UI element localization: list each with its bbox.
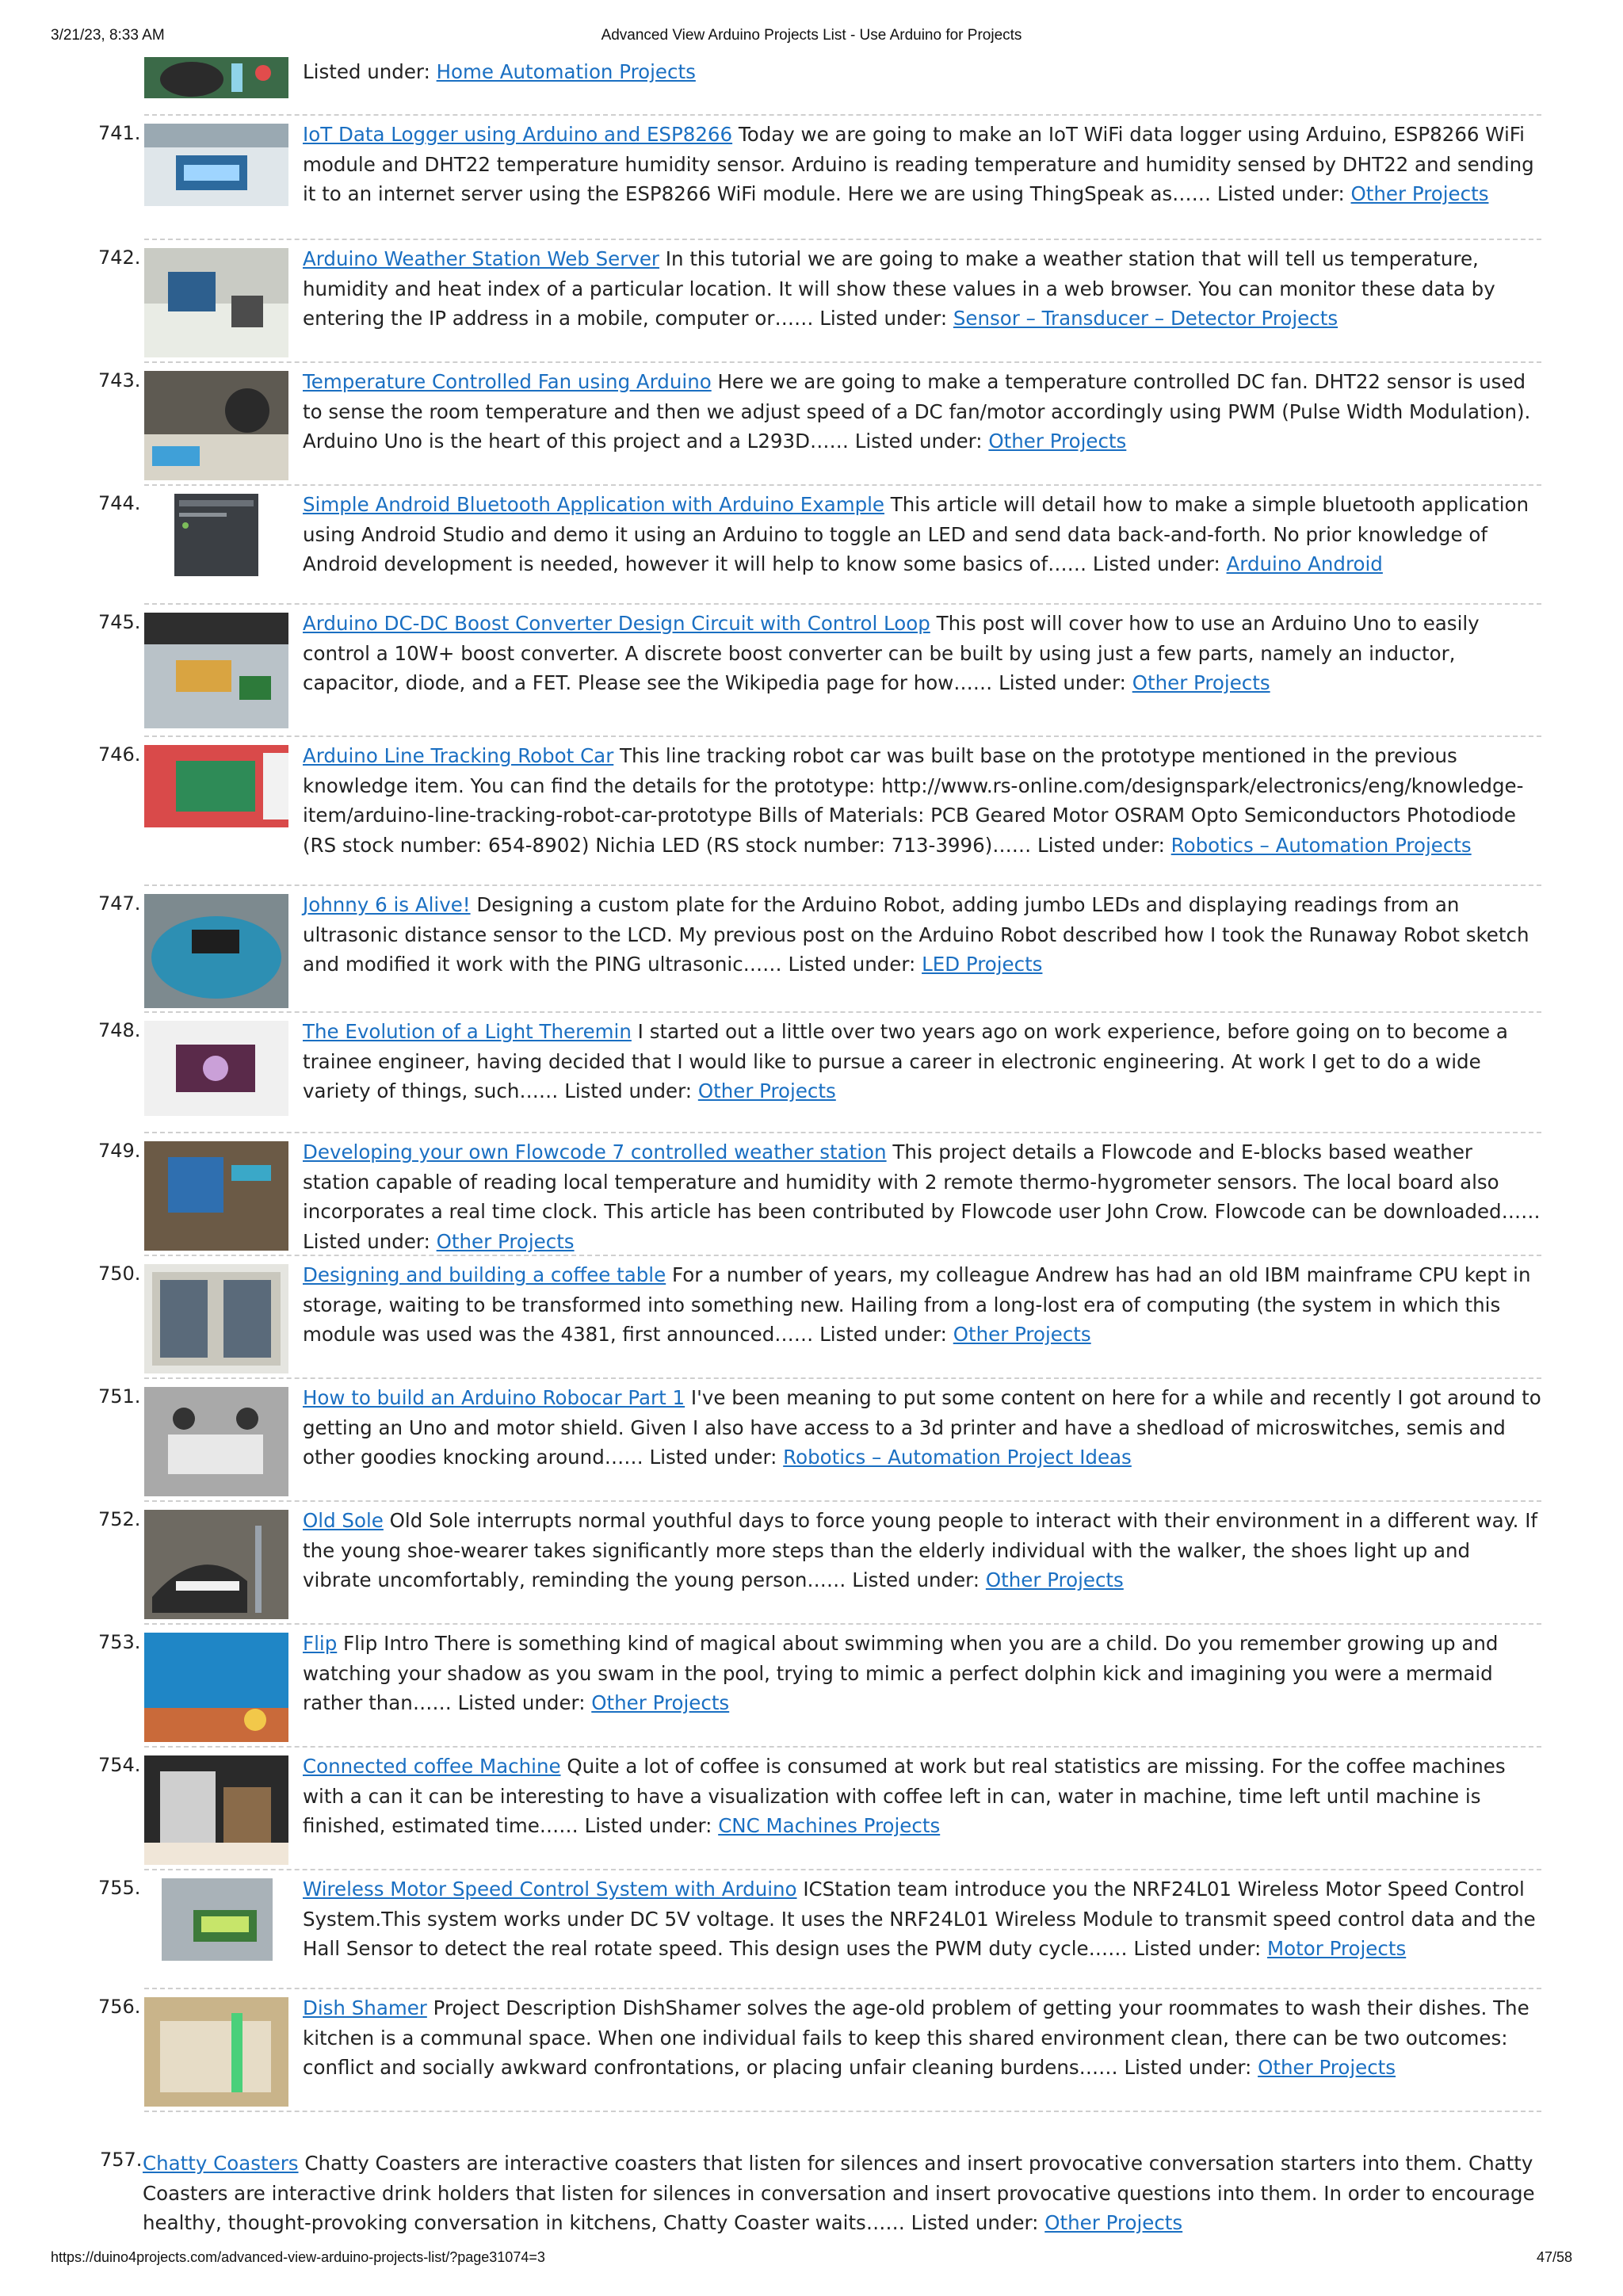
project-thumbnail[interactable]	[144, 1997, 288, 2107]
listed-under-label: Listed under:	[788, 953, 916, 976]
item-number: 754.	[98, 1754, 141, 1776]
listed-under-label: Listed under:	[303, 60, 430, 83]
item-number: 743.	[98, 369, 141, 392]
page-url: https://duino4projects.com/advanced-view-arduino-projects-list/?page31074=3	[51, 2249, 545, 2265]
list-item	[98, 737, 1541, 886]
project-thumbnail[interactable]	[144, 57, 288, 98]
list-item	[98, 1256, 1541, 1379]
project-title-link[interactable]: Connected coffee Machine	[303, 1755, 561, 1778]
list-item	[98, 1502, 1541, 1625]
project-thumbnail[interactable]	[144, 1633, 288, 1742]
category-link[interactable]: Robotics – Automation Projects	[1170, 833, 1472, 857]
list-item	[98, 363, 1541, 486]
item-number: 751.	[98, 1385, 141, 1408]
category-link[interactable]: Other Projects	[436, 1229, 575, 1253]
category-link[interactable]: Other Projects	[1350, 182, 1489, 205]
print-header	[51, 27, 1572, 49]
projects-list	[0, 57, 1623, 2112]
project-thumbnail[interactable]	[144, 1510, 288, 1619]
project-thumbnail[interactable]	[144, 1141, 288, 1251]
list-item	[98, 1748, 1541, 1870]
list-item	[98, 1870, 1541, 1989]
category-link[interactable]: Arduino Android	[1226, 552, 1383, 575]
project-description: I started out a little over two years ago on work experience, before going on to become a trainee engineer, having decided that I would like to pursue a career in electronic engineering. At work I get to do a wide variety of things, such……	[303, 1020, 1508, 1102]
project-thumbnail[interactable]	[144, 1021, 288, 1116]
list-item	[98, 1989, 1541, 2112]
item-number: 741.	[98, 122, 141, 144]
category-link[interactable]: LED Projects	[922, 953, 1043, 976]
project-title-link[interactable]: IoT Data Logger using Arduino and ESP8266	[303, 123, 733, 146]
project-title-link[interactable]: Arduino Weather Station Web Server	[303, 247, 659, 270]
project-title-link[interactable]: Developing your own Flowcode 7 controlled weather station	[303, 1140, 887, 1163]
project-title-link[interactable]: The Evolution of a Light Theremin	[303, 1020, 632, 1043]
project-description: Quite a lot of coffee is consumed at work but real statistics are missing. For the coffee machines with a can it can be interesting to have a visualization with coffee left in can, water in machine, time left until machine is finished, estimated time……	[303, 1755, 1506, 1837]
list-item	[98, 1133, 1541, 1256]
project-title-link[interactable]: Temperature Controlled Fan using Arduino	[303, 370, 712, 393]
project-thumbnail[interactable]	[144, 371, 288, 480]
category-link[interactable]: CNC Machines Projects	[718, 1814, 941, 1837]
item-number: 746.	[98, 743, 141, 766]
list-item	[98, 486, 1541, 605]
project-thumbnail[interactable]	[144, 745, 288, 827]
page-title: Advanced View Arduino Projects List - Use Arduino for Projects	[601, 27, 1022, 44]
item-number: 756.	[98, 1996, 141, 2018]
project-title-link[interactable]: Old Sole	[303, 1509, 384, 1532]
project-description: I've been meaning to put some content on here for a while and recently I got around to getting an Uno and motor shield. Given I also have access to a 3d printer and have a shedload of microswitches, semis and other goodies knocking around……	[303, 1386, 1541, 1469]
category-link[interactable]: Sensor – Transducer – Detector Projects	[953, 307, 1338, 330]
listed-under-label: Listed under:	[999, 671, 1126, 694]
project-thumbnail[interactable]	[144, 1264, 288, 1373]
listed-under-label: Listed under:	[1216, 182, 1345, 205]
category-link[interactable]: Motor Projects	[1267, 1937, 1407, 1960]
project-description: Today we are going to make an IoT WiFi data logger using Arduino, ESP8266 WiFi module and DHT22 temperature humidity sensor. Arduino is reading temperature and humidity sensed by DHT22 and sending it to an internet server using the ESP8266 WiFi module. Here we are using ThingSpeak as……	[303, 123, 1534, 205]
listed-under-label: Listed under:	[911, 2211, 1039, 2234]
project-description: This article will detail how to make a simple bluetooth application using Android Studio and demo it using an Arduino to toggle an LED and send data back-and-forth. No prior knowledge of Android development is needed, however it will help to know some basics of……	[303, 493, 1529, 575]
list-item	[98, 1625, 1541, 1748]
project-description: For a number of years, my colleague Andrew has had an old IBM mainframe CPU kept in storage, waiting to be transformed into something new. Hailing from a long-lost era of computing (the system in which this module was used was the 4381, first announced……	[303, 1263, 1531, 1346]
category-link[interactable]: Other Projects	[1258, 2056, 1396, 2079]
project-title-link[interactable]: Wireless Motor Speed Control System with Arduino	[303, 1878, 797, 1901]
list-item	[98, 1013, 1541, 1133]
project-thumbnail[interactable]	[144, 613, 288, 728]
project-description: This line tracking robot car was built base on the prototype mentioned in the previous knowledge item. You can find the details for the prototype: http://www.rs-online.com/designspark/electronics/eng/knowledge-item/arduino-line-tracking-robot-car-prototype Bills of Materials: PCB Geared Motor OSRAM Opto Semiconductors Photodiode (RS stock number: 654-8902) Nichia LED (RS stock number: 713-3996)……	[303, 744, 1524, 857]
category-link[interactable]: Other Projects	[953, 1323, 1091, 1346]
project-title-link[interactable]: Chatty Coasters	[143, 2152, 299, 2175]
listed-under-label: Listed under:	[852, 1568, 980, 1591]
print-footer	[51, 2249, 1572, 2271]
project-description: This post will cover how to use an Arduino Uno to easily control a 10W+ boost converter. A discrete boost converter can be built by using just a few parts, namely an inductor, capacitor, diode, and a FET. Please see the Wikipedia page for how……	[303, 612, 1480, 694]
project-description: Project Description DishShamer solves the age-old problem of getting your roommates to wash their dishes. The kitchen is a communal space. When one individual fails to keep this shared environment clean, there can be two outcomes: conflict and socially awkward confrontations, or placing unfair cleaning burdens……	[303, 1996, 1529, 2079]
item-number: 755.	[98, 1877, 141, 1899]
listed-under-label: Listed under:	[303, 1229, 430, 1253]
listed-under-label: Listed under:	[1092, 552, 1220, 575]
project-title-link[interactable]: Arduino DC-DC Boost Converter Design Circuit with Control Loop	[303, 612, 930, 635]
list-item	[98, 240, 1541, 363]
listed-under-label: Listed under:	[564, 1079, 693, 1102]
item-number: 753.	[98, 1631, 141, 1653]
project-title-link[interactable]: Dish Shamer	[303, 1996, 427, 2019]
listed-under-label: Listed under:	[649, 1446, 777, 1469]
project-thumbnail[interactable]	[174, 494, 258, 576]
project-description: Here we are going to make a temperature controlled DC fan. DHT22 sensor is used to sense the room temperature and then we adjust speed of a DC fan/motor accordingly using PWM (Pulse Width Modulation). Arduino Uno is the heart of this project and a L293D……	[303, 370, 1531, 453]
project-title-link[interactable]: Arduino Line Tracking Robot Car	[303, 744, 614, 767]
category-link[interactable]: Other Projects	[591, 1691, 730, 1714]
project-description: This project details a Flowcode and E-blocks based weather station capable of reading local temperature and humidity with 2 remote thermo-hygrometer sensors. The local board also incorporates a real time clock. This article has been contributed by Flowcode user John Crow. Flowcode can be downloaded……	[303, 1140, 1541, 1223]
list-item	[98, 605, 1541, 737]
item-number: 748.	[98, 1019, 141, 1041]
page-number: 47/58	[1536, 2249, 1572, 2265]
category-link[interactable]: Other Projects	[1132, 671, 1270, 694]
listed-under-label: Listed under:	[854, 430, 983, 453]
category-link[interactable]: Other Projects	[988, 430, 1127, 453]
category-link[interactable]: Other Projects	[697, 1079, 836, 1102]
item-number: 747.	[98, 892, 141, 915]
project-description: In this tutorial we are going to make a weather station that will tell us temperature, humidity and heat index of a particular location. It will show these values in a web browser. You can monitor these data by entering the IP address in a mobile, computer or……	[303, 247, 1495, 330]
listed-under-label: Listed under:	[584, 1814, 712, 1837]
item-number: 744.	[98, 492, 141, 514]
item-number: 745.	[98, 611, 141, 633]
listed-under-label: Listed under:	[819, 307, 948, 330]
project-title-link[interactable]: Flip	[303, 1632, 338, 1655]
project-title-link[interactable]: How to build an Arduino Robocar Part 1	[303, 1386, 685, 1409]
project-title-link[interactable]: Simple Android Bluetooth Application with Arduino Example	[303, 493, 885, 516]
item-number: 749.	[98, 1140, 141, 1162]
project-thumbnail[interactable]	[144, 1387, 288, 1496]
print-timestamp: 3/21/23, 8:33 AM	[51, 27, 165, 44]
project-description: ICStation team introduce you the NRF24L01 Wireless Motor Speed Control System.This system works under DC 5V voltage. It uses the NRF24L01 Wireless Module to transmit speed control data and the Hall Sensor to detect the real rotate speed. This design uses the PWM duty cycle……	[303, 1878, 1536, 1960]
project-description: Flip Intro There is something kind of magical about swimming when you are a child. Do you remember growing up and watching your shadow as you swam in the pool, trying to mimic a perfect dolphin kick and imagining you were a mermaid rather than……	[303, 1632, 1499, 1714]
project-description: Designing a custom plate for the Arduino Robot, adding jumbo LEDs and displaying readings from an ultrasonic distance sensor to the LCD. My previous post on the Arduino Robot described how I took the Runaway Robot sketch and modified it work with the PING ultrasonic……	[303, 893, 1529, 976]
list-item-last	[100, 2145, 1542, 2238]
category-link[interactable]: Other Projects	[985, 1568, 1124, 1591]
project-description: Chatty Coasters are interactive coasters that listen for silences and insert provocative conversation starters into them. Chatty Coasters are interactive drink holders that listen for silences in conversation and insert provocative questions into them. In order to encourage healthy, thought-provoking conversation in kitchens, Chatty Coaster waits……	[143, 2152, 1535, 2234]
category-link[interactable]: Home Automation Projects	[436, 60, 696, 83]
listed-under-label: Listed under:	[1133, 1937, 1262, 1960]
category-link[interactable]: Robotics – Automation Project Ideas	[783, 1446, 1132, 1469]
list-item	[98, 1379, 1541, 1502]
item-number: 757.	[100, 2149, 143, 2171]
category-link[interactable]: Other Projects	[1044, 2211, 1183, 2234]
project-thumbnail[interactable]	[144, 248, 288, 357]
listed-under-label: Listed under:	[1037, 833, 1165, 857]
item-number: 742.	[98, 246, 141, 269]
listed-under-label: Listed under:	[457, 1691, 586, 1714]
list-item-continued	[144, 57, 1541, 116]
list-item	[98, 116, 1541, 240]
item-number: 752.	[98, 1508, 141, 1530]
project-thumbnail[interactable]	[144, 1755, 288, 1865]
list-item	[98, 886, 1541, 1013]
item-number: 750.	[98, 1263, 141, 1285]
listed-under-label: Listed under:	[819, 1323, 947, 1346]
project-thumbnail[interactable]	[144, 124, 288, 206]
listed-under-label: Listed under:	[1124, 2056, 1252, 2079]
project-description: Old Sole interrupts normal youthful days to force young people to interact with their environment in a different way. If the young shoe-wearer takes significantly more steps than the elderly individual with the walker, the shoes light up and vibrate uncomfortably, reminding the young person……	[303, 1509, 1538, 1591]
project-thumbnail[interactable]	[162, 1878, 273, 1961]
project-thumbnail[interactable]	[144, 894, 288, 1008]
project-title-link[interactable]: Designing and building a coffee table	[303, 1263, 666, 1286]
project-title-link[interactable]: Johnny 6 is Alive!	[303, 893, 471, 916]
